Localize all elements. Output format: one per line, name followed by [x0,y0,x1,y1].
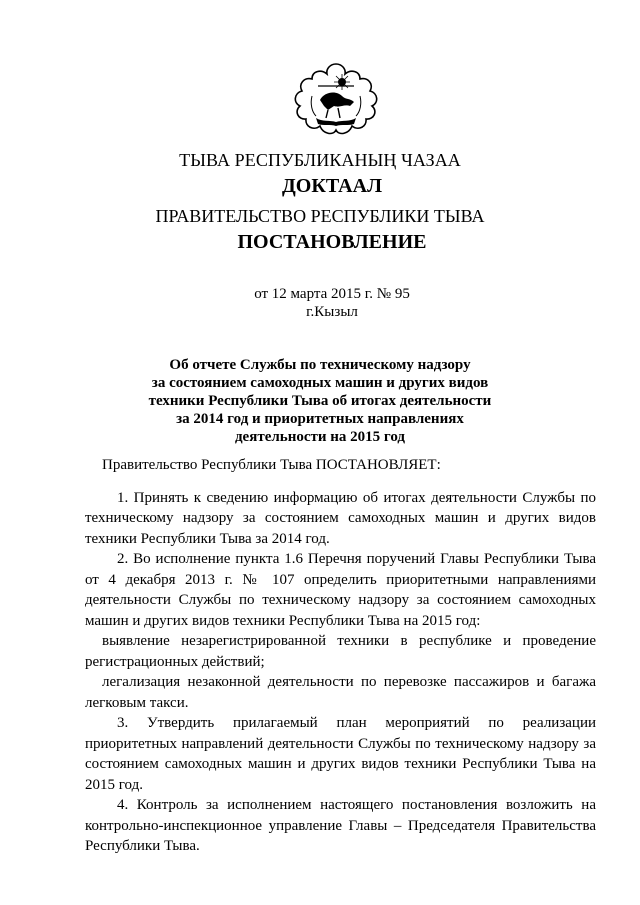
paragraph-2: 2. Во исполнение пункта 1.6 Перечня поручений Главы Республики Тыва от 4 декабря 2013 г. № 107 определить приоритетными направлениями деятельности Службы по техническому надзору за состоянием самоходных машин и других видов техники Республики Тыва на 2015 год: [85,551,596,629]
paragraph-4: 4. Контроль за исполнением настоящего постановления возложить на контрольно-инспекционное управление Главы – Председателя Правительства Республики Тыва. [85,797,596,854]
date-line: от 12 марта 2015 г. № 95 [254,286,410,302]
title-line: за 2014 год и приоритетных направлениях [176,411,464,427]
republic-head-tuvan: ТЫВА РЕСПУБЛИКАНЫҢ ЧАЗАА [179,150,461,170]
title-line: за состоянием самоходных машин и других видов [151,375,489,391]
paragraph-1: 1. Принять к сведению информацию об итогах деятельности Службы по техническому надзору за состоянием самоходных машин и других видов техники Республики Тыва за 2014 год. [85,489,596,547]
paragraph-2-item-2: легализация незаконной деятельности по перевозке пассажиров и багажа легковым такси. [85,674,596,711]
document-body [85,455,596,857]
paragraph-3: 3. Утвердить прилагаемый план мероприятий по реализации приоритетных направлений деятельности Службы по техническому надзору за состоянием самоходных машин и других видов техники Республики Тыва на 2015 год. [85,715,596,793]
title-line: техники Республики Тыва об итогах деятельности [148,393,492,409]
paragraph-2-item-1: выявление незарегистрированной техники в республике и проведение регистрационных действий; [85,633,596,670]
city: г.Кызыл [306,304,358,320]
document-title [0,356,640,446]
title-line: Об отчете Службы по техническому надзору [169,357,471,373]
title-line: деятельности на 2015 год [234,429,406,445]
preamble: Правительство Республики Тыва ПОСТАНОВЛЯЕТ: [102,457,441,473]
doc-type: ПОСТАНОВЛЕНИЕ [237,231,427,253]
doc-type-tuvan: ДОКТААЛ [282,175,382,197]
government-name: ПРАВИТЕЛЬСТВО РЕСПУБЛИКИ ТЫВА [155,206,485,226]
coat-of-arms-emblem [290,60,382,140]
